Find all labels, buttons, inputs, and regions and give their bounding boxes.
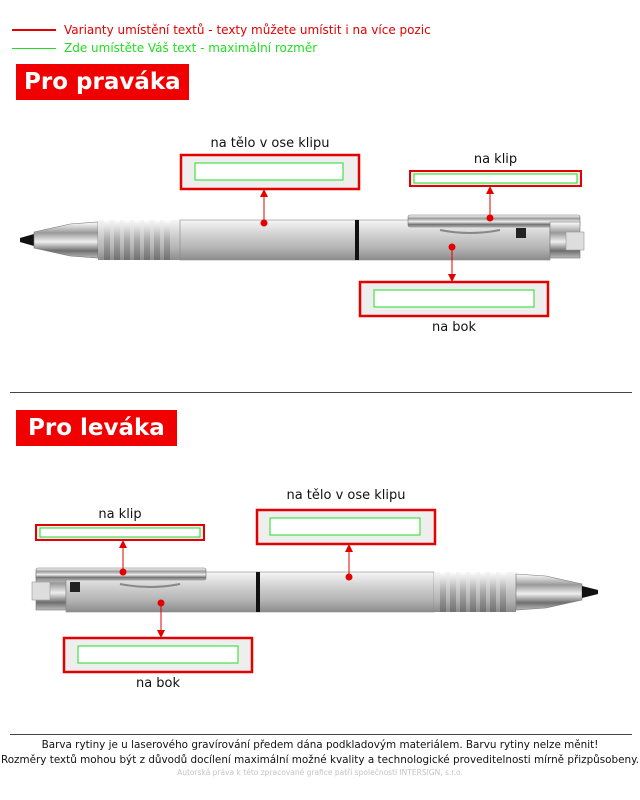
- label-clip-right: na klip: [473, 152, 518, 167]
- connector-clip-left: [120, 544, 127, 576]
- pen-right: [20, 215, 584, 260]
- text-area-clip-right[interactable]: [410, 171, 581, 186]
- footer-copyright: Autorská práva k této zpracované grafice patří společnosti INTERSIGN, s.r.o.: [177, 768, 463, 777]
- label-body-right: na tělo v ose klipu: [210, 136, 330, 151]
- text-area-clip-left[interactable]: [36, 525, 204, 540]
- connector-clip-right: [487, 190, 494, 222]
- label-body-left: na tělo v ose klipu: [286, 488, 406, 503]
- connector-body-left: [346, 548, 353, 581]
- footer-divider: [10, 734, 632, 735]
- footer-note-1: Barva rytiny je u laserového gravírování předem dána podkladovým materiálem. Barvu rytiny nelze měnit!: [41, 739, 599, 751]
- connector-side-left: [158, 600, 165, 635]
- section-divider: [10, 392, 632, 393]
- section-title-right: Pro praváka: [16, 64, 189, 100]
- text-area-body-right[interactable]: [181, 155, 359, 189]
- label-clip-left: na klip: [98, 507, 142, 522]
- section-title-left: Pro leváka: [16, 410, 177, 446]
- footer-note-2: Rozměry textů mohou být z důvodů docílení maximální možné kvality a technologické proveditelnosti mírně přizpůsobeny.: [0, 754, 640, 766]
- connector-side-right: [449, 244, 456, 279]
- text-area-side-left[interactable]: [64, 638, 252, 672]
- pen-left: [32, 568, 598, 612]
- text-area-side-right[interactable]: [360, 282, 548, 316]
- label-side-right: na bok: [431, 320, 477, 335]
- connector-body-right: [261, 193, 268, 227]
- legend-textarea-text: Zde umístěte Váš text - maximální rozměr: [64, 41, 318, 55]
- legend-variants-text: Varianty umístění textů - texty můžete umístit i na více pozic: [64, 23, 431, 37]
- label-side-left: na bok: [135, 676, 181, 691]
- text-area-body-left[interactable]: [257, 510, 435, 544]
